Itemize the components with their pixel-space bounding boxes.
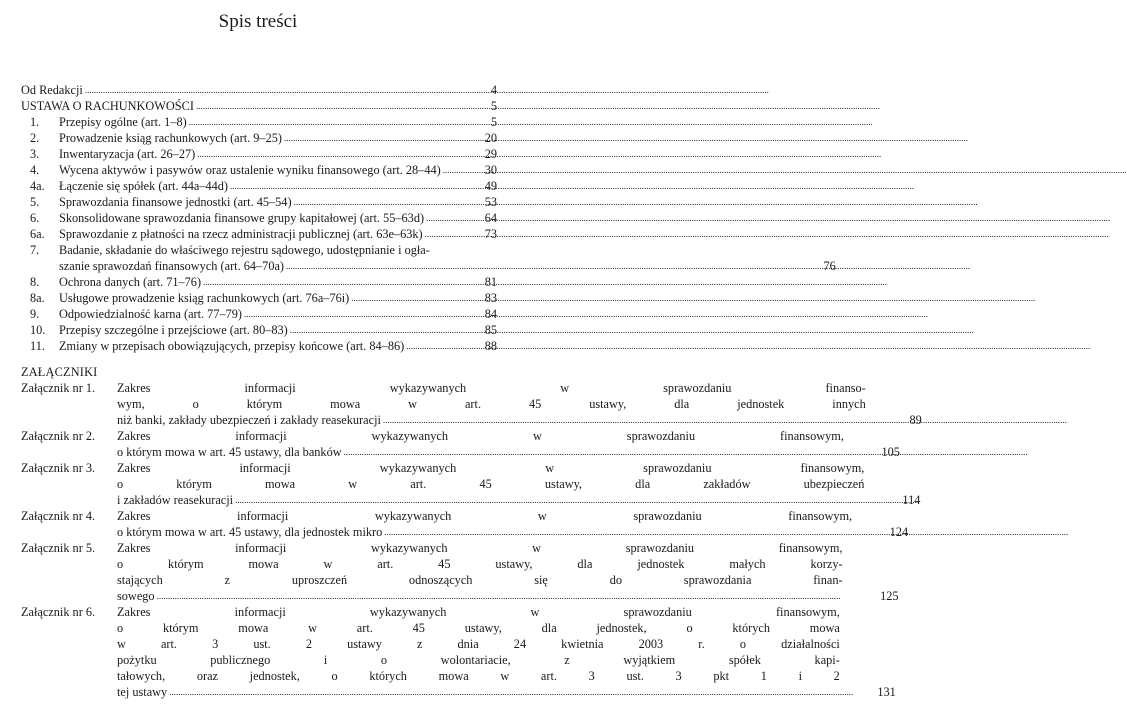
chapter-number: 8a.: [30, 291, 45, 305]
dot-leader: [230, 182, 469, 191]
toc-entry-text: Łączenie się spółek (art. 44a–44d): [59, 179, 229, 193]
toc-page-number: 124: [889, 525, 909, 539]
toc-entry-text: Prowadzenie ksiąg rachunkowych (art. 9–25): [59, 131, 282, 145]
dot-leader: [344, 448, 842, 457]
dot-leader: [443, 166, 469, 175]
dot-leader: [290, 326, 469, 335]
toc-entry-line: szanie sprawozdań finansowych (art. 64–70a): [59, 259, 285, 273]
toc-entry-front-1[interactable]: [21, 98, 497, 114]
chapter-list: [21, 114, 836, 354]
dot-leader: [85, 86, 469, 95]
toc-page-number: 81: [484, 275, 497, 289]
toc-page-number: 29: [484, 147, 497, 161]
dot-leader: [196, 102, 469, 111]
annex-line-last: [117, 588, 843, 604]
toc-entry-text: USTAWA O RACHUNKOWOŚCI: [21, 99, 194, 113]
page-title: Spis treści: [218, 11, 298, 32]
toc-entry-chapter[interactable]: [21, 210, 497, 226]
toc-page-number: 131: [877, 685, 896, 699]
annex-description: [117, 428, 844, 460]
dot-leader: [383, 416, 864, 425]
toc-page-number: 105: [881, 445, 900, 459]
chapter-number: 3.: [30, 147, 40, 161]
dot-leader: [384, 528, 850, 537]
annex-label: Załącznik nr 6.: [21, 605, 96, 619]
toc-entry-text: Inwentaryzacja (art. 26–27): [59, 147, 196, 161]
dot-leader: [244, 310, 469, 319]
annex-label: Załącznik nr 4.: [21, 509, 96, 523]
toc-entry-annex[interactable]: [21, 380, 922, 428]
toc-entry-chapter[interactable]: [21, 306, 497, 322]
table-of-contents: [21, 82, 922, 700]
dot-leader: [157, 592, 841, 601]
toc-page-number: 84: [484, 307, 497, 321]
annex-line: o którym mowa w art. 45 ustawy, dla zakładów ubezpieczeń: [117, 477, 865, 491]
annex-description: [117, 380, 866, 428]
toc-page-number: 5: [490, 115, 497, 129]
annex-line: stających z uproszczeń odnoszących się do sprawozdania finan-: [117, 573, 843, 587]
annex-description: [117, 460, 864, 508]
toc-page-number: 49: [484, 179, 497, 193]
toc-entry-chapter[interactable]: [21, 146, 497, 162]
toc-entry-text: Od Redakcji: [21, 83, 83, 97]
annex-label: Załącznik nr 3.: [21, 461, 96, 475]
toc-entry-text: Odpowiedzialność karna (art. 77–79): [59, 307, 243, 321]
annex-line-last: [117, 412, 866, 428]
dot-leader: [426, 214, 469, 223]
toc-entry-text: Ochrona danych (art. 71–76): [59, 275, 202, 289]
dot-leader: [351, 294, 469, 303]
chapter-number: 6a.: [30, 227, 45, 241]
dot-leader: [286, 262, 808, 271]
dot-leader: [235, 496, 862, 505]
chapter-number: 2.: [30, 131, 40, 145]
toc-page-number: 64: [484, 211, 497, 225]
toc-page-number: 5: [490, 99, 497, 113]
annex-line: o którym mowa w art. 45 ustawy, dla banków: [117, 445, 342, 459]
toc-entry-annex[interactable]: [21, 460, 921, 508]
dot-leader: [189, 118, 469, 127]
toc-entry-text: Sprawozdanie z płatności na rzecz administracji publicznej (art. 63e–63k): [59, 227, 423, 241]
annex-description: [117, 540, 843, 604]
toc-entry-text: Przepisy ogólne (art. 1–8): [59, 115, 187, 129]
chapter-number: 4.: [30, 163, 40, 177]
toc-entry-text: Sprawozdania finansowe jednostki (art. 45–54): [59, 195, 292, 209]
toc-entry-text: Zmiany w przepisach obowiązujących, przepisy końcowe (art. 84–86): [59, 339, 405, 353]
annex-line-last: [117, 524, 852, 540]
annex-line: Zakres informacji wykazywanych w sprawozdaniu finanso-: [117, 381, 866, 395]
dot-leader: [406, 342, 469, 351]
toc-entry-chapter[interactable]: [21, 274, 497, 290]
annex-list: [21, 380, 922, 700]
toc-entry-text: Skonsolidowane sprawozdania finansowe grupy kapitałowej (art. 55–63d): [59, 211, 425, 225]
toc-entry-annex[interactable]: [21, 428, 900, 460]
toc-page-number: 20: [484, 131, 497, 145]
annex-line: Zakres informacji wykazywanych w sprawozdaniu finansowym,: [117, 509, 853, 523]
annex-line: wym, o którym mowa w art. 45 ustawy, dla jednostek innych: [117, 397, 866, 411]
toc-entry-chapter[interactable]: [21, 226, 497, 242]
chapter-number: 4a.: [30, 179, 45, 193]
dot-leader: [197, 150, 469, 159]
toc-entry-chapter[interactable]: [21, 338, 497, 354]
toc-page-number: 76: [823, 259, 836, 273]
toc-entry-annex[interactable]: [21, 508, 909, 540]
toc-page-number: 125: [880, 589, 899, 603]
chapter-number: 9.: [30, 307, 40, 321]
dot-leader: [284, 134, 469, 143]
toc-entry-chapter[interactable]: [21, 242, 836, 274]
annex-line: o którym mowa w art. 45 ustawy, dla jednostek małych korzy-: [117, 557, 843, 571]
chapter-number: 10.: [30, 323, 46, 337]
toc-entry-chapter[interactable]: [21, 162, 497, 178]
annex-line: Zakres informacji wykazywanych w sprawozdaniu finansowym,: [117, 605, 840, 619]
toc-entry-chapter[interactable]: [21, 114, 497, 130]
toc-entry-text: Usługowe prowadzenie ksiąg rachunkowych (art. 76a–76i): [59, 291, 350, 305]
annex-description: [117, 604, 840, 700]
annex-line-last: [117, 492, 864, 508]
toc-entry-chapter[interactable]: [21, 322, 497, 338]
toc-page-number: 4: [490, 83, 497, 97]
toc-page-number: 53: [484, 195, 497, 209]
toc-page-number: 83: [484, 291, 497, 305]
annex-label: Załącznik nr 5.: [21, 541, 96, 555]
dot-leader: [294, 198, 469, 207]
toc-entry-annex[interactable]: [21, 604, 896, 700]
annex-line: niż banki, zakłady ubezpieczeń i zakłady reasekuracji: [117, 413, 381, 427]
annex-line: Zakres informacji wykazywanych w sprawozdaniu finansowym,: [117, 541, 843, 555]
annex-line: w art. 3 ust. 2 ustawy z dnia 24 kwietnia 2003 r. o działalności: [117, 637, 840, 651]
annexes-heading: ZAŁĄCZNIKI: [21, 365, 98, 379]
annex-line: tałowych, oraz jednostek, o których mowa w art. 3 ust. 3 pkt 1 i 2: [117, 669, 840, 683]
dot-leader: [425, 230, 469, 239]
toc-entry-text: Przepisy szczególne i przejściowe (art. 80–83): [59, 323, 288, 337]
toc-page-number: 114: [902, 493, 921, 507]
chapter-number: 11.: [30, 339, 45, 353]
annex-description: [117, 508, 852, 540]
annex-line: Zakres informacji wykazywanych w sprawozdaniu finansowym,: [117, 429, 844, 443]
dot-leader: [169, 688, 838, 697]
toc-page-number: 89: [909, 413, 922, 427]
toc-entry-line: Badanie, składanie do właściwego rejestru sądowego, udostępnianie i ogła-: [59, 243, 430, 257]
toc-entry-annex[interactable]: [21, 540, 899, 604]
chapter-number: 5.: [30, 195, 40, 209]
annex-line: i zakładów reasekuracji: [117, 493, 234, 507]
toc-entry-chapter[interactable]: [21, 194, 497, 210]
annex-label: Załącznik nr 2.: [21, 429, 96, 443]
chapter-number: 6.: [30, 211, 40, 225]
toc-page-number: 30: [484, 163, 497, 177]
chapter-number: 1.: [30, 115, 40, 129]
annex-label: Załącznik nr 1.: [21, 381, 96, 395]
toc-entry-front-0[interactable]: [21, 82, 497, 98]
toc-page-number: 88: [484, 339, 497, 353]
annex-line: o którym mowa w art. 45 ustawy, dla jednostek mikro: [117, 525, 383, 539]
annex-line: pożytku publicznego i o wolontariacie, z wyjątkiem spółek kapi-: [117, 653, 840, 667]
toc-page-number: 85: [484, 323, 497, 337]
annex-line-last: [117, 444, 844, 460]
annex-line: sowego: [117, 589, 155, 603]
dot-leader: [203, 278, 469, 287]
annex-line: o którym mowa w art. 45 ustawy, dla jednostek, o których mowa: [117, 621, 840, 635]
toc-entry-chapter[interactable]: [21, 290, 497, 306]
toc-entry-chapter[interactable]: [21, 178, 497, 194]
annex-line-last: [117, 684, 840, 700]
annex-line: tej ustawy: [117, 685, 168, 699]
chapter-number: 8.: [30, 275, 40, 289]
toc-entry-text: Wycena aktywów i pasywów oraz ustalenie wyniku finansowego (art. 28–44): [59, 163, 441, 177]
toc-entry-chapter[interactable]: [21, 130, 497, 146]
toc-page-number: 73: [484, 227, 497, 241]
chapter-number: 7.: [30, 243, 40, 257]
annex-line: Zakres informacji wykazywanych w sprawozdaniu finansowym,: [117, 461, 865, 475]
